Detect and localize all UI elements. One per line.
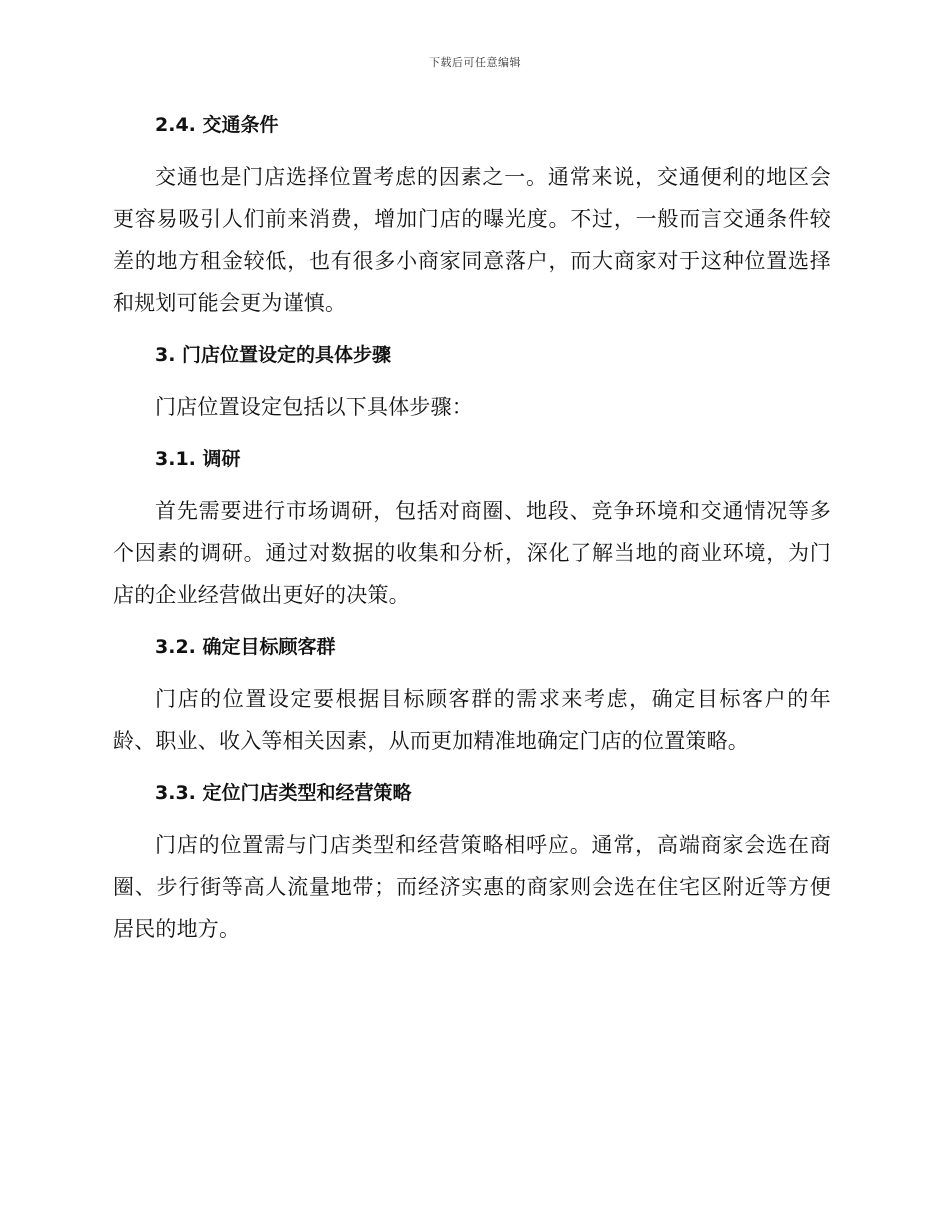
section-paragraph-2-4: 交通也是门店选择位置考虑的因素之一。通常来说，交通便利的地区会更容易吸引人们前来消费，增加门店的曝光度。不过，一般而言交通条件较差的地方租金较低，也有很多小商家同意落户，而大商家对于这种位置选择和规划可能会更为谨慎。 <box>113 165 831 315</box>
section-heading-3-3: 3.3. 定位门店类型和经营策略 <box>155 782 412 804</box>
section-paragraph-3-1: 首先需要进行市场调研，包括对商圈、地段、竞争环境和交通情况等多个因素的调研。通过对数据的收集和分析，深化了解当地的商业环境，为门店的企业经营做出更好的决策。 <box>113 499 831 607</box>
section-heading-3: 3. 门店位置设定的具体步骤 <box>155 344 392 366</box>
section-heading-2-4: 2.4. 交通条件 <box>155 114 279 136</box>
section-paragraph-3: 门店位置设定包括以下具体步骤： <box>155 395 473 419</box>
document-body <box>113 108 831 950</box>
section-paragraph-3-3: 门店的位置需与门店类型和经营策略相呼应。通常，高端商家会选在商圈、步行街等高人流量地带；而经济实惠的商家则会选在住宅区附近等方便居民的地方。 <box>113 833 831 941</box>
section-paragraph-3-2: 门店的位置设定要根据目标顾客群的需求来考虑，确定目标客户的年龄、职业、收入等相关因素，从而更加精准地确定门店的位置策略。 <box>113 687 831 753</box>
page-header: 下载后可任意编辑 <box>429 56 521 69</box>
section-heading-3-2: 3.2. 确定目标顾客群 <box>155 636 336 658</box>
section-heading-3-1: 3.1. 调研 <box>155 448 241 470</box>
